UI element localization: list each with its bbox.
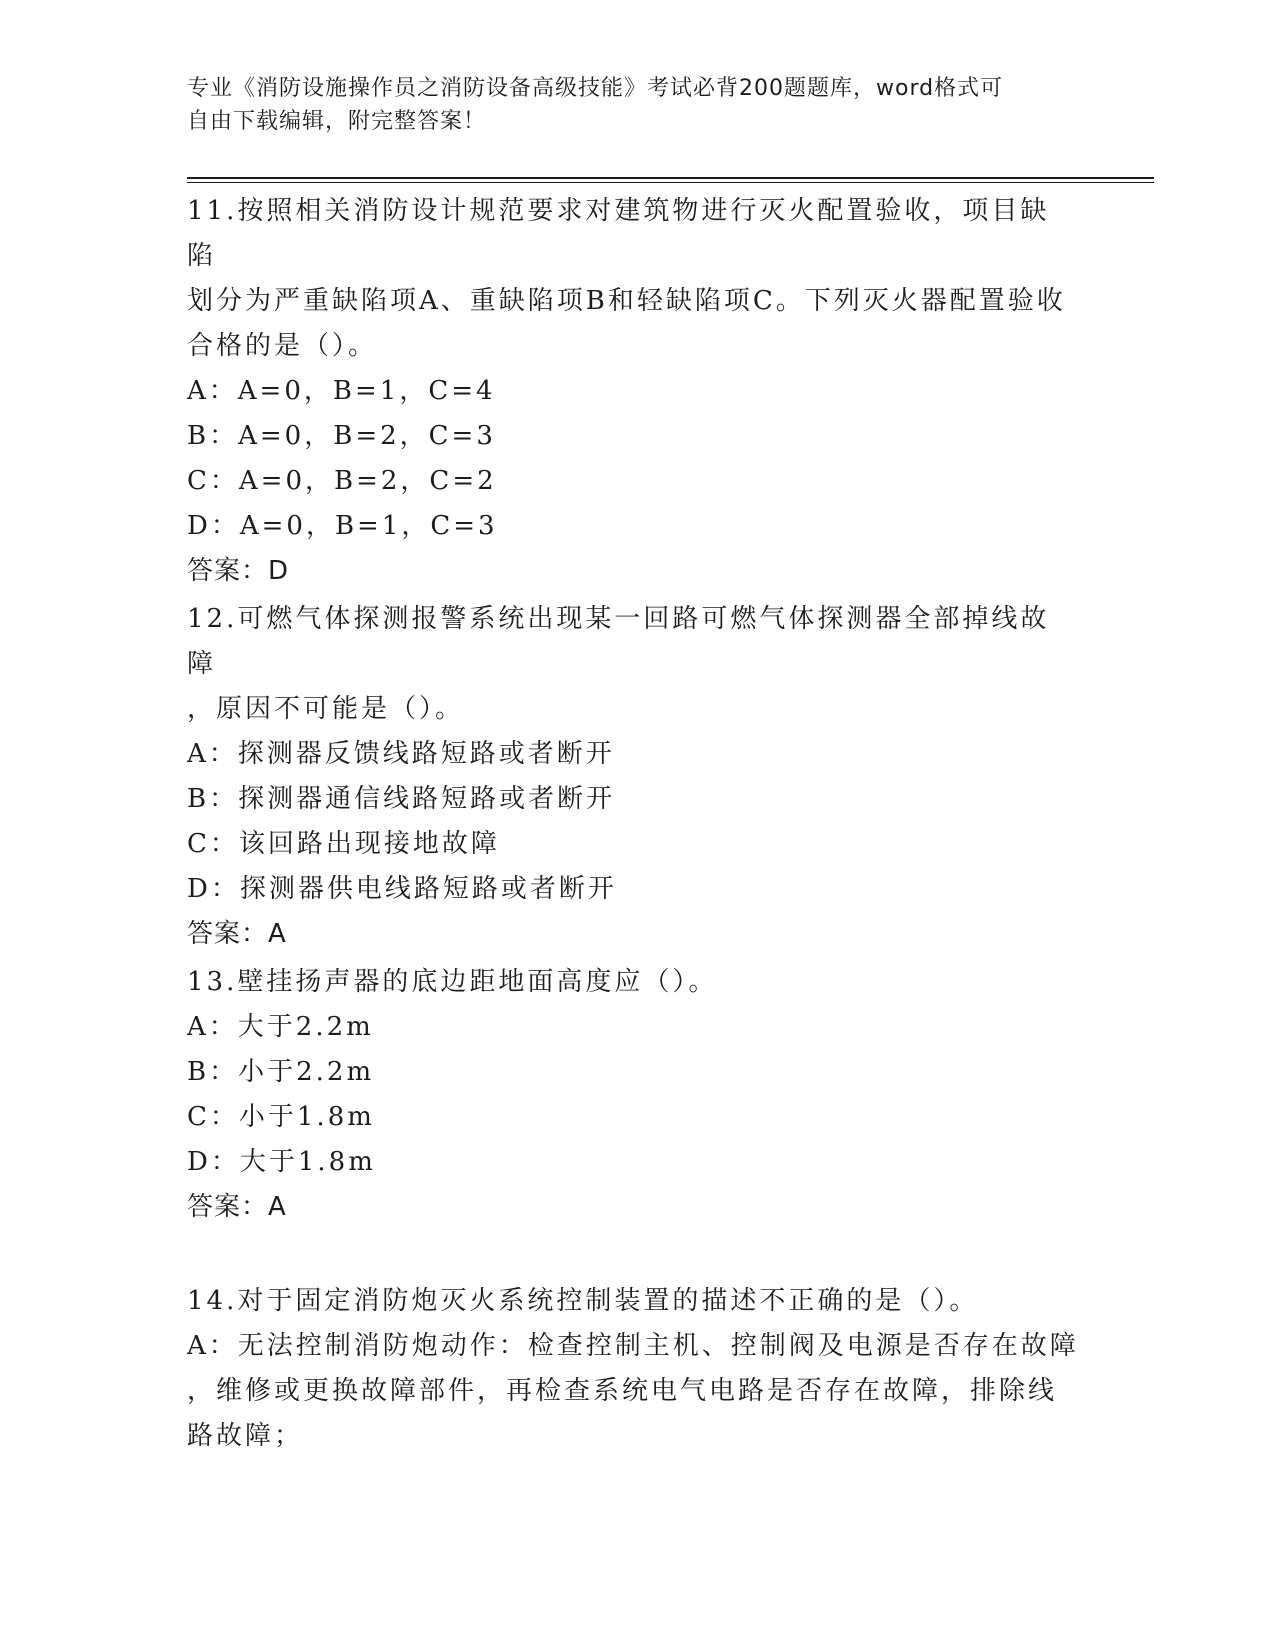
question-text-line: ，原因不可能是（）。: [187, 694, 465, 724]
option-a: A：探测器反馈线路短路或者断开: [187, 739, 615, 769]
question-text-line: 12.可燃气体探测报警系统出现某一回路可燃气体探测器全部掉线故障: [187, 604, 1050, 679]
option-a-continued: 路故障；: [187, 1421, 304, 1451]
header-line-1: 专业《消防设施操作员之消防设备高级技能》考试必背200题题库，word格式可: [187, 76, 1004, 101]
option-a-continued: ，维修或更换故障部件，再检查系统电气电路是否存在故障，排除线: [187, 1376, 1058, 1406]
question-text-line: 14.对于固定消防炮灭火系统控制装置的描述不正确的是（）。: [187, 1286, 979, 1316]
option-d: D：A=0，B=1，C=3: [187, 511, 498, 541]
question-text-line: 13.壁挂扬声器的底边距地面高度应（）。: [187, 967, 718, 997]
question-14: [187, 1279, 1077, 1459]
answer: 答案：A: [187, 1192, 287, 1222]
option-c: C：该回路出现接地故障: [187, 829, 500, 859]
answer: 答案：A: [187, 919, 287, 949]
header-divider-thin: [187, 182, 1154, 183]
option-c: C：A=0，B=2，C=2: [187, 466, 497, 496]
question-text-line: 11.按照相关消防设计规范要求对建筑物进行灭火配置验收，项目缺陷: [187, 196, 1050, 271]
question-13: [187, 960, 1077, 1230]
option-a: A：A=0，B=1，C=4: [187, 376, 496, 406]
option-d: D：探测器供电线路短路或者断开: [187, 874, 617, 904]
question-text-line: 划分为严重缺陷项A、重缺陷项B和轻缺陷项C。下列灭火器配置验收: [187, 286, 1066, 316]
question-12: [187, 597, 1077, 957]
option-a: A：大于2.2m: [187, 1012, 374, 1042]
option-d: D：大于1.8m: [187, 1147, 376, 1177]
header-divider-thick: [187, 177, 1154, 179]
header-line-2: 自由下载编辑，附完整答案！: [187, 109, 487, 134]
option-c: C：小于1.8m: [187, 1102, 375, 1132]
option-b: B：探测器通信线路短路或者断开: [187, 784, 616, 814]
document-header: [187, 72, 1067, 138]
option-b: B：小于2.2m: [187, 1057, 375, 1087]
option-b: B：A=0，B=2，C=3: [187, 421, 496, 451]
option-a: A：无法控制消防炮动作：检查控制主机、控制阀及电源是否存在故障: [187, 1331, 1079, 1361]
question-text-line: 合格的是（）。: [187, 331, 378, 361]
answer: 答案：D: [187, 556, 290, 586]
question-11: [187, 189, 1077, 594]
